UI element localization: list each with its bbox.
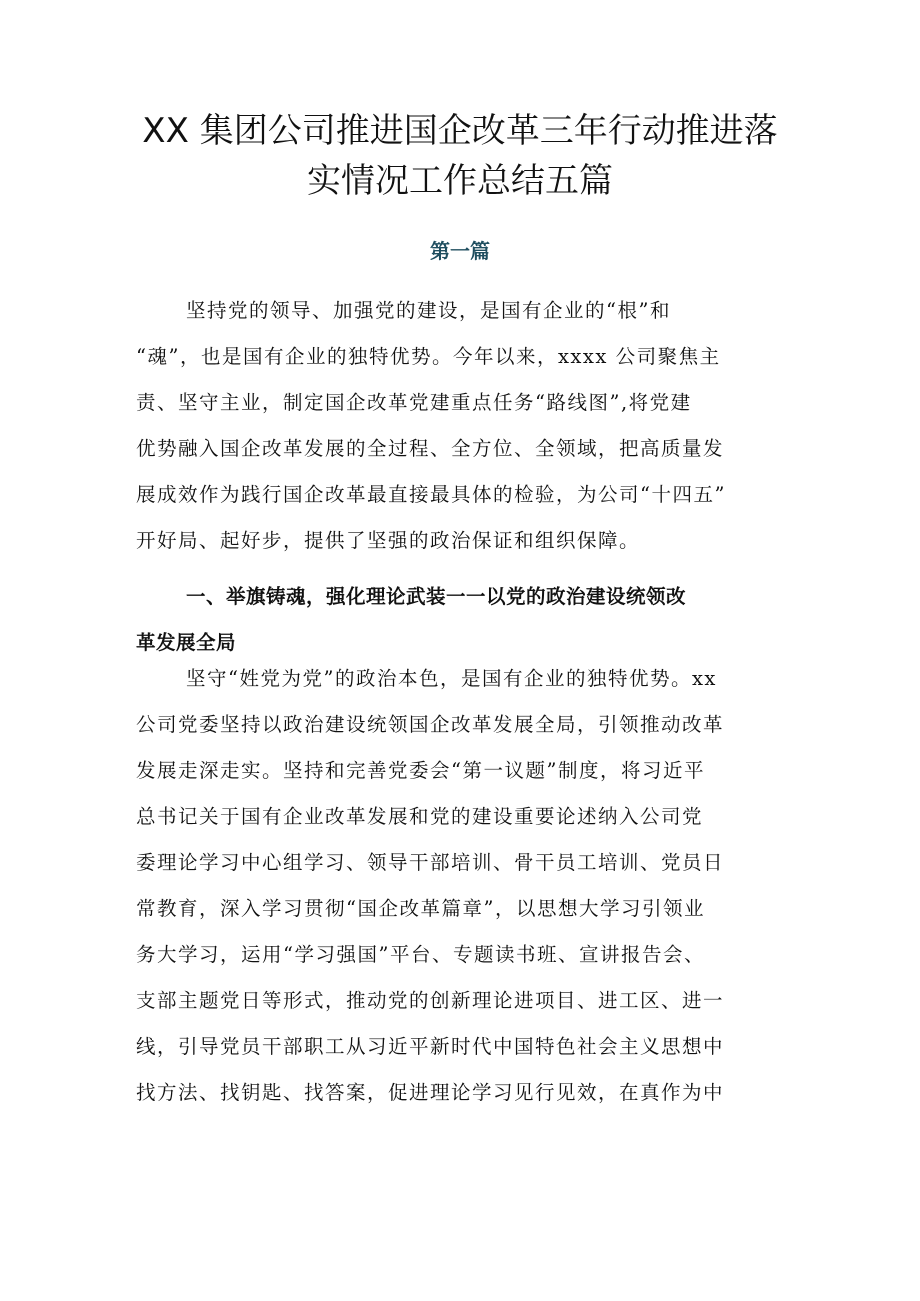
paragraph-2-line-4: 总书记关于国有企业改革发展和党的建设重要论述纳入公司党 (136, 805, 704, 828)
paragraph-2-line-5: 委理论学习中心组学习、领导干部培训、骨干员工培训、党员日 (136, 851, 725, 874)
heading-1 (136, 574, 796, 666)
section-title: 第一篇 (430, 239, 490, 263)
paragraph-1-line-2: “魂”，也是国有企业的独特优势。今年以来，xxxx 公司聚焦主 (136, 345, 721, 368)
paragraph-2-line-9: 线，引导党员干部职工从习近平新时代中国特色社会主义思想中 (136, 1035, 725, 1058)
heading-1-line-2: 革发展全局 (136, 631, 237, 654)
paragraph-2-line-7: 务大学习，运用“学习强国”平台、专题读书班、宣讲报告会、 (136, 943, 705, 966)
paragraph-2-line-6: 常教育，深入学习贯彻“国企改革篇章”，以思想大学习引领业 (136, 897, 705, 920)
document-title-line-1: XX 集团公司推进国企改革三年行动推进落 (142, 111, 778, 151)
document-title (120, 106, 800, 206)
paragraph-2 (136, 656, 796, 1116)
paragraph-2-line-1: 坚守“姓党为党”的政治本色，是国有企业的独特优势。xx (186, 667, 717, 690)
paragraph-2-line-8: 支部主题党日等形式，推动党的创新理论进项目、进工区、进一 (136, 989, 725, 1012)
paragraph-1-line-5: 展成效作为践行国企改革最直接最具体的检验，为公司“十四五” (136, 483, 726, 506)
paragraph-1-line-6: 开好局、起好步，提供了坚强的政治保证和组织保障。 (136, 529, 641, 552)
heading-1-line-1: 一、举旗铸魂，强化理论武装一一以党的政治建设统领改 (186, 585, 687, 608)
paragraph-2-line-10: 找方法、找钥匙、找答案，促进理论学习见行见效，在真作为中 (136, 1081, 725, 1104)
document-title-line-2: 实情况工作总结五篇 (307, 161, 613, 201)
paragraph-1-line-3: 责、坚守主业，制定国企改革党建重点任务“路线图”,将党建 (136, 391, 692, 414)
paragraph-1 (136, 288, 796, 564)
paragraph-1-line-4: 优势融入国企改革发展的全过程、全方位、全领域，把高质量发 (136, 437, 725, 460)
paragraph-1-line-1: 坚持党的领导、加强党的建设，是国有企业的“根”和 (186, 299, 671, 322)
paragraph-2-line-3: 发展走深走实。坚持和完善党委会“第一议题”制度，将习近平 (136, 759, 705, 782)
paragraph-2-line-2: 公司党委坚持以政治建设统领国企改革发展全局，引领推动改革 (136, 713, 725, 736)
